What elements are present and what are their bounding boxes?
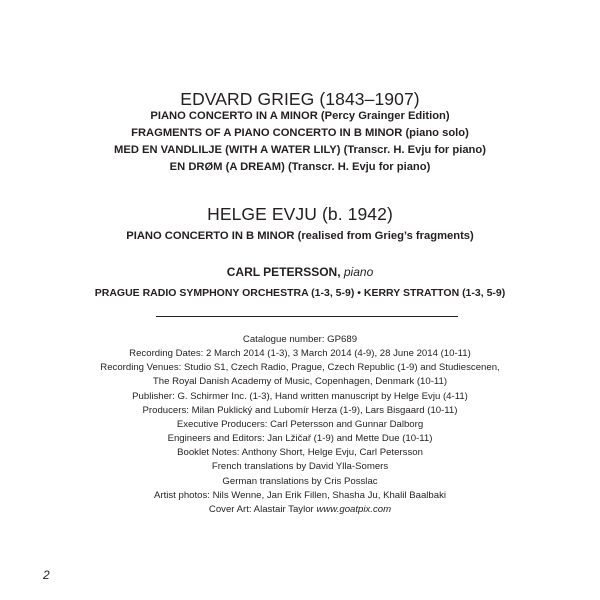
work-title: MED EN VANDLILJE (WITH A WATER LILY) (Transcr. H. Evju for piano) [114,144,486,156]
artist-photos-credit: Artist photos: Nils Wenne, Jan Erik Fillen, Shasha Ju, Khalil Baalbaki [153,489,447,501]
recording-venues-cont: The Royal Danish Academy of Music, Copenhagen, Denmark (10-11) [152,376,448,388]
producers-credit: Producers: Milan Puklický and Lubomír Herza (1-9), Lars Bisgaard (10-11) [142,404,458,416]
soloist-line [0,265,600,279]
french-translation-credit: French translations by David Ylla-Somers [211,461,389,473]
production-credits [0,333,600,517]
soloist-name: CARL PETERSSON, [226,265,341,279]
divider-rule [156,316,458,317]
work-title: EN DRØM (A DREAM) (Transcr. H. Evju for piano) [169,161,431,173]
grieg-works-list [0,108,600,176]
executive-producers-credit: Executive Producers: Carl Petersson and Gunnar Dalborg [176,418,424,430]
work-title: PIANO CONCERTO IN B MINOR (realised from Grieg’s fragments) [126,230,474,242]
orchestra-conductor-line: PRAGUE RADIO SYMPHONY ORCHESTRA (1-3, 5-9) • KERRY STRATTON (1-3, 5-9) [94,287,506,299]
booklet-notes-credit: Booklet Notes: Anthony Short, Helge Evju, Carl Petersson [177,447,423,459]
page-number: 2 [43,568,50,582]
composer-heading-grieg: EDVARD GRIEG (1843–1907) [180,89,420,109]
composer-heading-evju: HELGE EVJU (b. 1942) [207,204,393,224]
soloist-role: piano [343,265,374,279]
german-translation-credit: German translations by Cris Posslac [222,475,378,487]
recording-dates: Recording Dates: 2 March 2014 (1-3), 3 March 2014 (4-9), 28 June 2014 (10-11) [129,348,471,360]
cover-art-credit [0,503,600,517]
evju-works-list [0,228,600,245]
cover-art-website: www.goatpix.com [316,503,392,515]
work-title: PIANO CONCERTO IN A MINOR (Percy Grainger Edition) [150,110,450,122]
recording-venues: Recording Venues: Studio S1, Czech Radio, Prague, Czech Republic (1-9) and Studiescenen, [100,362,500,374]
cover-art-label: Cover Art: Alastair Taylor [208,503,314,515]
catalogue-number: Catalogue number: GP689 [242,334,358,345]
work-title: FRAGMENTS OF A PIANO CONCERTO IN B MINOR (piano solo) [131,127,469,139]
publisher-credit: Publisher: G. Schirmer Inc. (1-3), Hand written manuscript by Helge Evju (4-11) [132,390,468,402]
engineers-credit: Engineers and Editors: Jan Lžičař (1-9) and Mette Due (10-11) [167,433,433,445]
